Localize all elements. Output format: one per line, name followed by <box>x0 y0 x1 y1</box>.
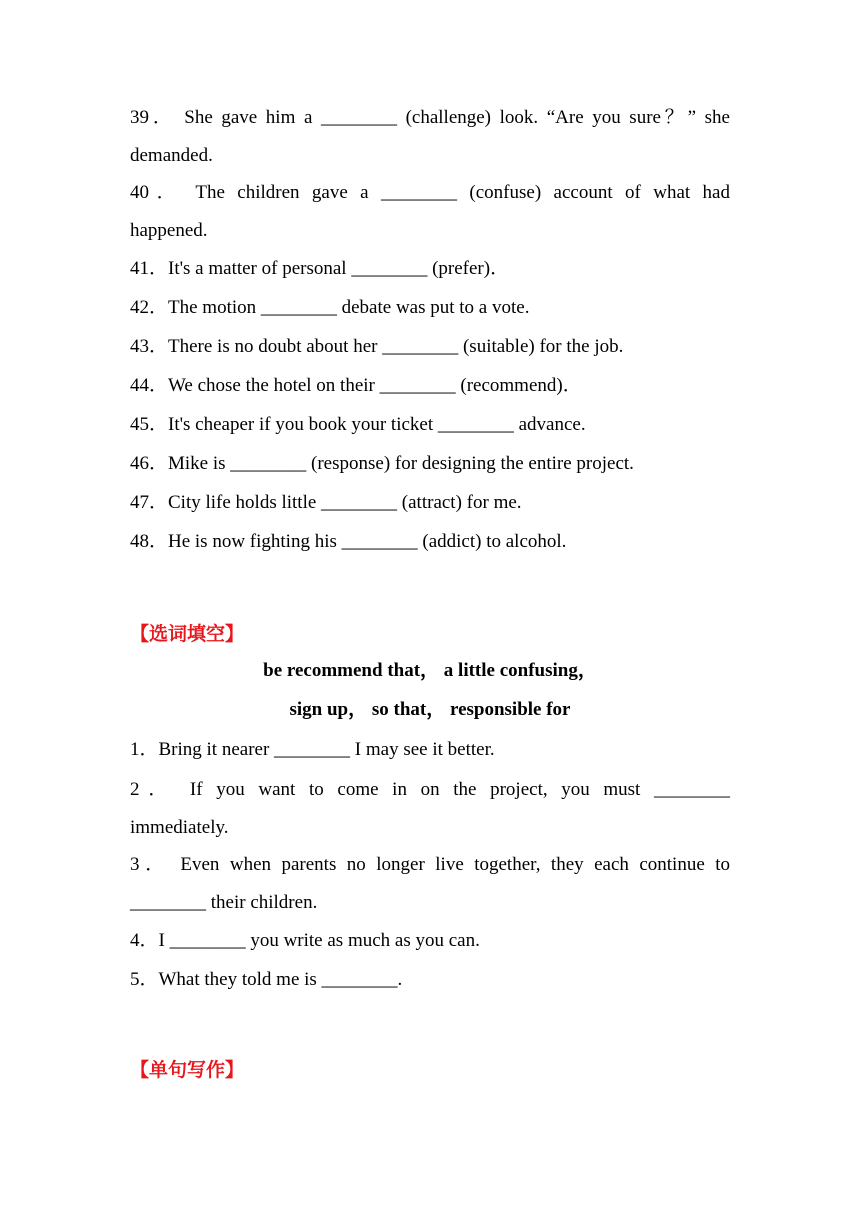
exercise-39-line1: 39． She gave him a ________ (challenge) look. “Are you sure？” she <box>130 107 730 128</box>
exercise-40-line1: 40． The children gave a ________ (confuse) account of what had <box>130 182 730 203</box>
word-bank-line-1 <box>130 659 730 683</box>
exercise-45: 45．It's cheaper if you book your ticket ________ advance. <box>130 414 586 435</box>
choose-item-3-line2: ________ their children. <box>130 892 318 913</box>
exercise-43: 43．There is no doubt about her ________ (suitable) for the job. <box>130 336 624 357</box>
exercise-41: 41．It's a matter of personal ________ (prefer)． <box>130 258 510 279</box>
choose-item-2-line2: immediately. <box>130 817 229 838</box>
choose-item-3-line1: 3． Even when parents no longer live together, they each continue to <box>130 854 730 875</box>
section-heading-sentence-writing: 【单句写作】 <box>130 1059 245 1081</box>
section-heading-choose-words: 【选词填空】 <box>130 623 245 645</box>
choose-item-1: 1．Bring it nearer ________ I may see it better. <box>130 739 495 760</box>
exercise-46: 46．Mike is ________ (response) for designing the entire project. <box>130 453 634 474</box>
exercise-47: 47．City life holds little ________ (attract) for me. <box>130 492 522 513</box>
choose-item-2-line1: 2． If you want to come in on the project, you must ________ <box>130 779 730 800</box>
choose-item-5: 5．What they told me is ________. <box>130 969 403 990</box>
exercise-48: 48．He is now fighting his ________ (addict) to alcohol. <box>130 531 567 552</box>
exercise-39-line2: demanded. <box>130 145 213 166</box>
word-bank-text-1: be recommend that， a little confusing， <box>263 660 597 681</box>
exercise-44: 44．We chose the hotel on their ________ (recommend)． <box>130 375 582 396</box>
exercise-40-line2: happened. <box>130 220 208 241</box>
choose-item-4: 4．I ________ you write as much as you can. <box>130 930 480 951</box>
word-form-exercises <box>130 99 730 561</box>
exercise-42: 42．The motion ________ debate was put to a vote. <box>130 297 530 318</box>
word-bank-text-2: sign up， so that， responsible for <box>289 699 571 720</box>
choose-word-items <box>130 731 730 999</box>
word-bank-line-2 <box>130 698 730 722</box>
